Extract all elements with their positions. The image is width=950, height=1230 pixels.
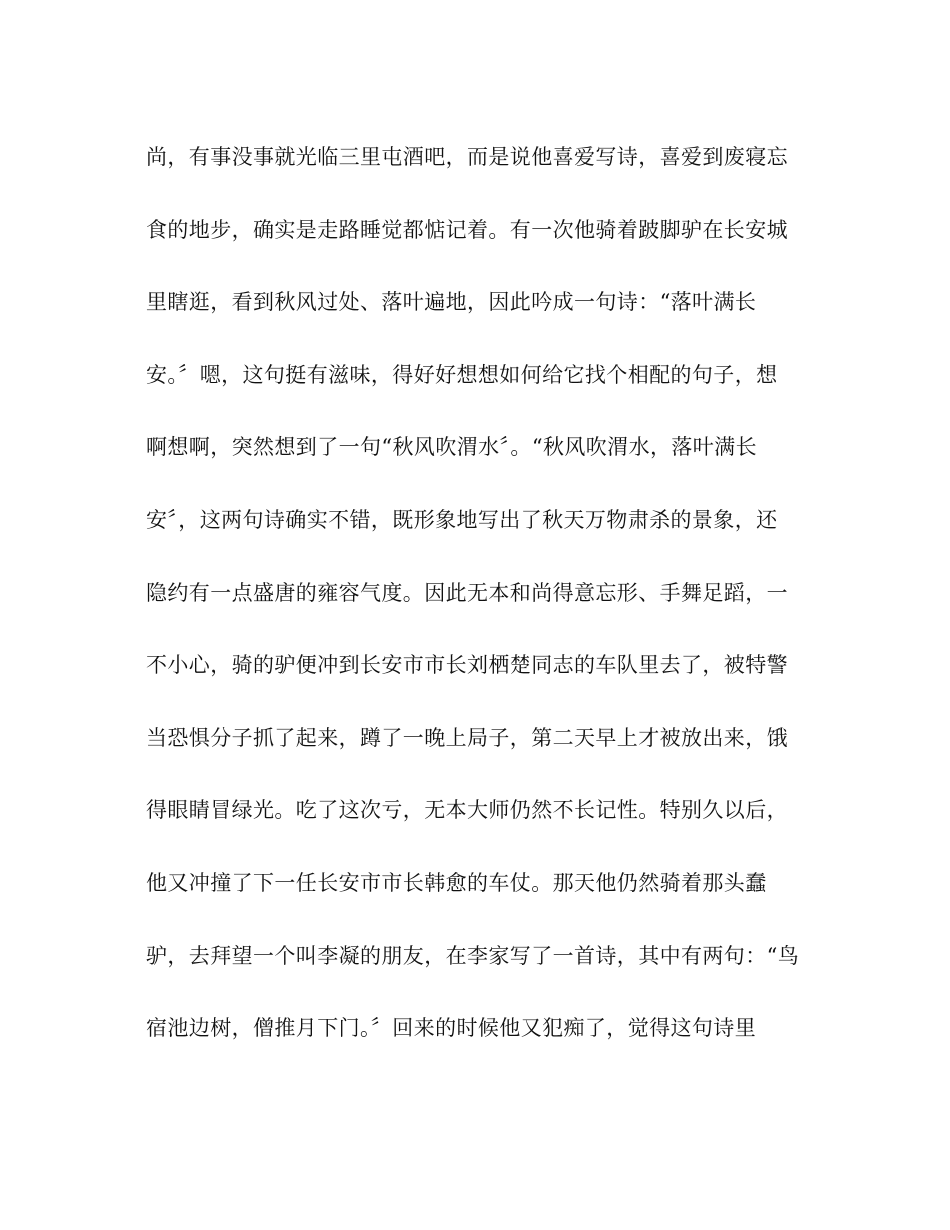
text-line: 啊想啊，突然想到了一句“秋风吹渭水〞。“秋风吹渭水，落叶满长	[146, 435, 757, 460]
text-line: 驴，去拜望一个叫李凝的朋友，在李家写了一首诗，其中有两句：“鸟	[146, 943, 800, 968]
text-line: 尚，有事没事就光临三里屯酒吧，而是说他喜爱写诗，喜爱到废寝忘	[146, 145, 788, 169]
text-line: 里瞎逛，看到秋风过处、落叶遍地，因此吟成一句诗：“落叶满长	[146, 290, 757, 315]
body-text	[146, 138, 826, 1082]
text-line: 隐约有一点盛唐的雍容气度。因此无本和尚得意忘形、手舞足蹈，一	[146, 580, 788, 605]
text-line: 安〞，这两句诗确实不错，既形象地写出了秋天万物肃杀的景象，还	[146, 507, 778, 532]
text-line: 他又冲撞了下一任长安市市长韩愈的车仗。那天他仍然骑着那头蠢	[146, 870, 767, 895]
text-line: 当恐惧分子抓了起来，蹲了一晚上局子，第二天早上才被放出来，饿	[146, 725, 788, 750]
text-line: 食的地步，确实是走路睡觉都惦记着。有一次他骑着跛脚驴在长安城	[146, 217, 788, 242]
text-line: 得眼睛冒绿光。吃了这次亏，无本大师仍然不长记性。特别久以后，	[146, 798, 788, 823]
text-line: 宿池边树，僧推月下门。〞回来的时候他又犯痴了，觉得这句诗里	[146, 1016, 757, 1041]
text-line: 安。〞嗯，这句挺有滋味，得好好想想如何给它找个相配的句子，想	[146, 362, 778, 387]
text-line: 不小心，骑的驴便冲到长安市市长刘栖楚同志的车队里去了，被特警	[146, 653, 788, 678]
